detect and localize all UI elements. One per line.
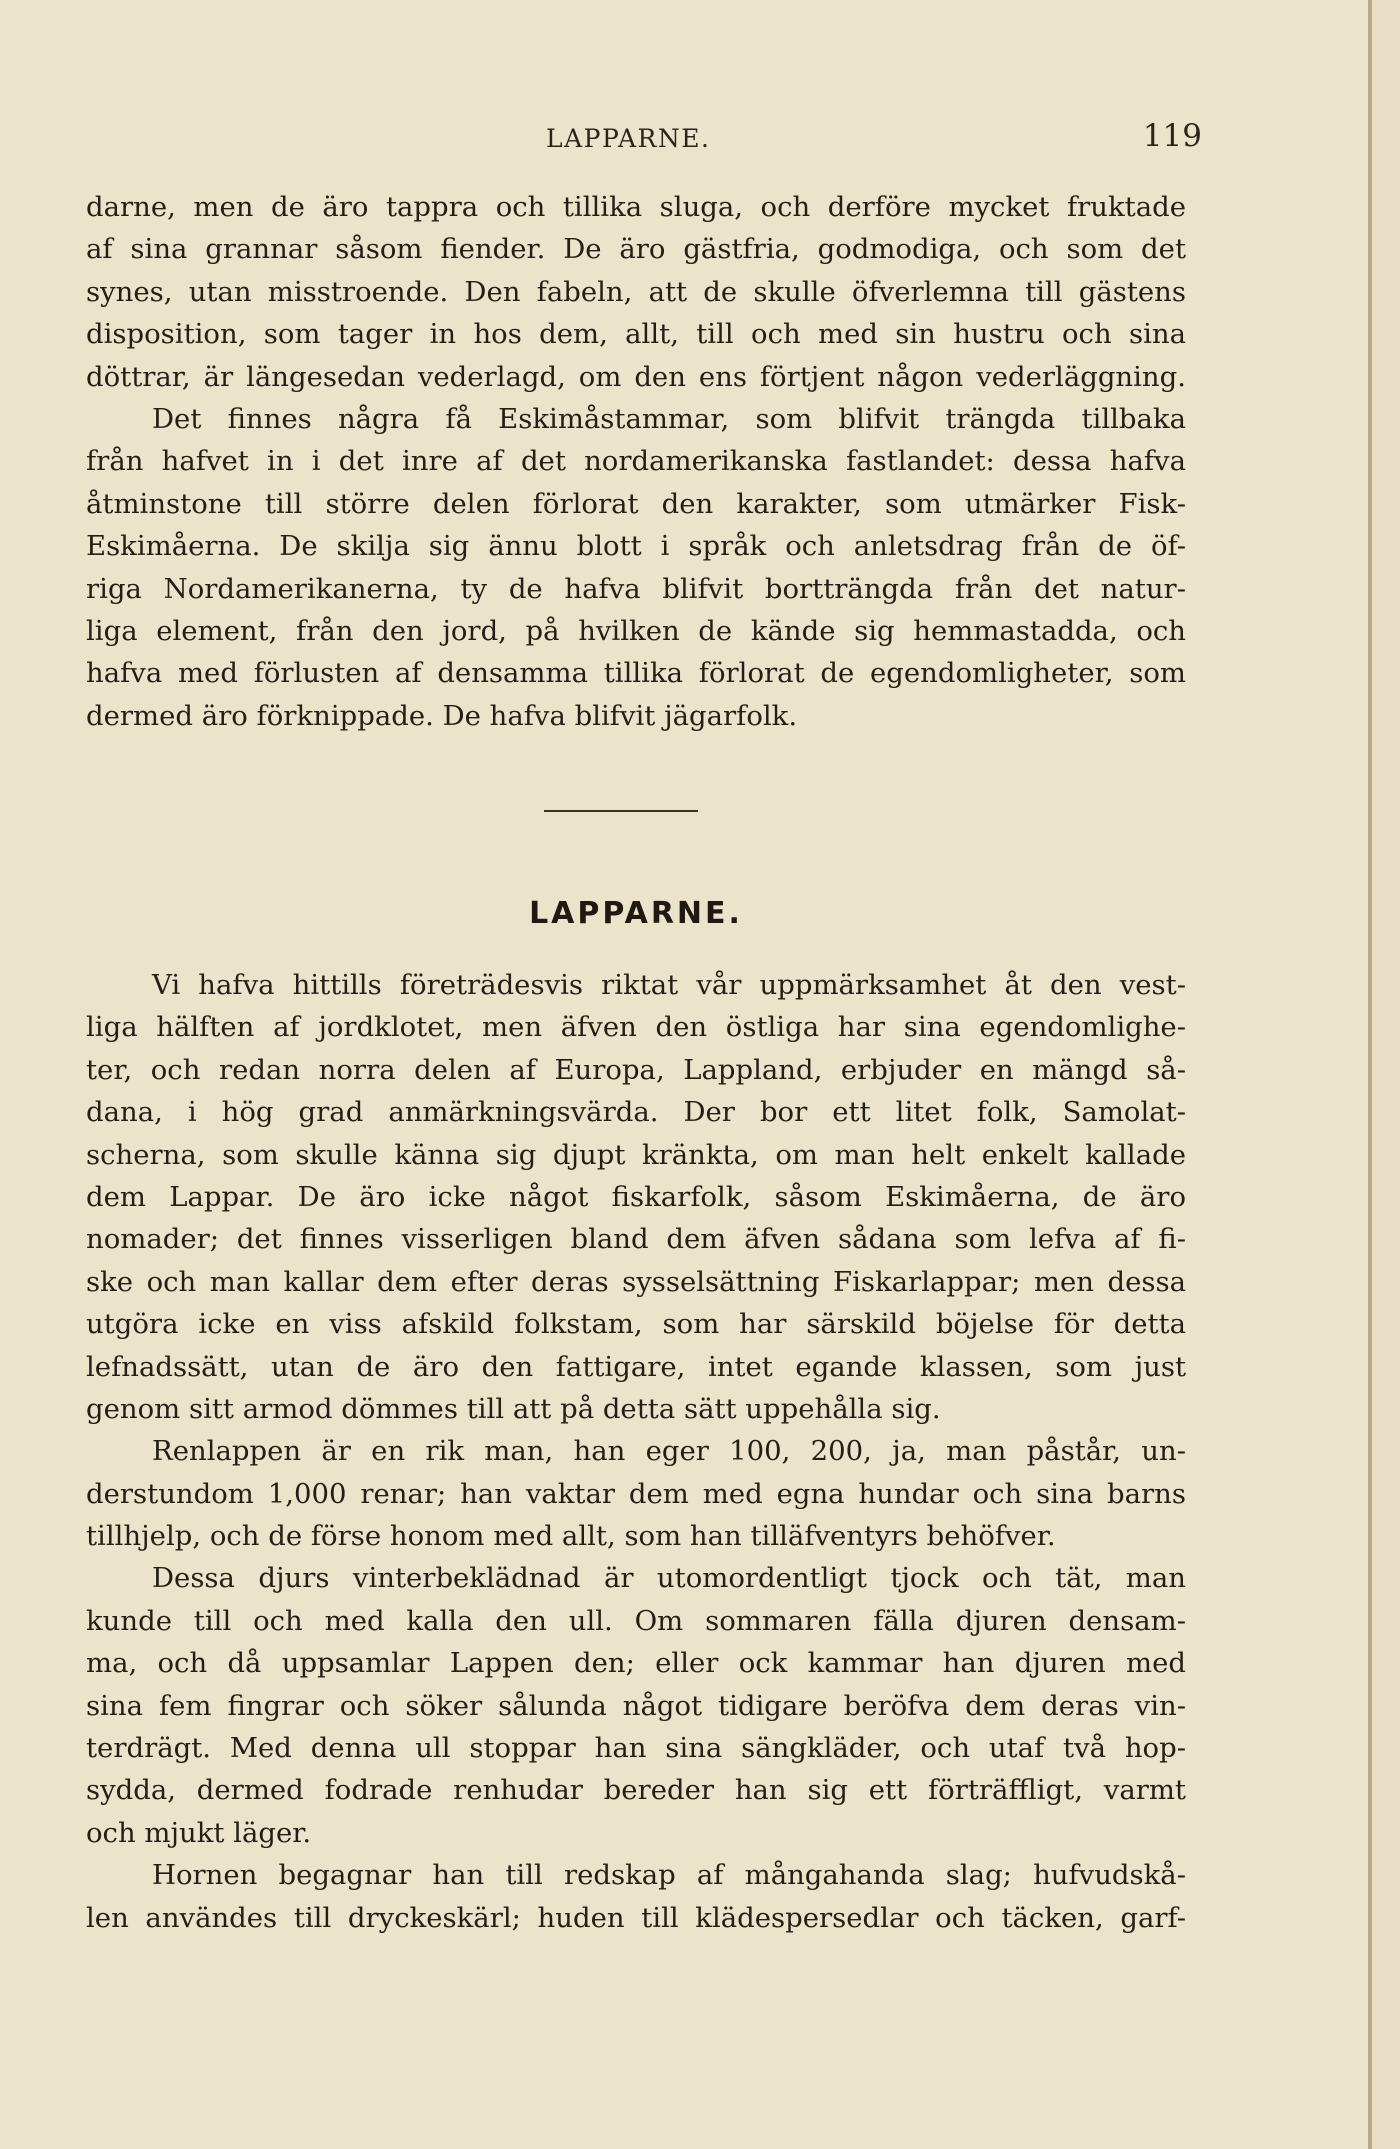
text-line: derstundom 1,000 renar; han vaktar dem med egna hundar och sina barns (86, 1477, 1186, 1510)
text-line: synes, utan misstroende. Den fabeln, att de skulle öfverlemna till gästens (86, 275, 1186, 308)
running-title: LAPPARNE. (546, 124, 711, 153)
text-line: Renlappen är en rik man, han eger 100, 200, ja, man påstår, un- (152, 1435, 1186, 1468)
text-line: riga Nordamerikanerna, ty de hafva blifvit bortträngda från det natur- (86, 572, 1186, 605)
text-line: kunde till och med kalla den ull. Om sommaren fälla djuren densam- (86, 1604, 1186, 1637)
text-line: hafva med förlusten af densamma tillika förlorat de egendomligheter, som (86, 657, 1186, 690)
section-divider (544, 810, 698, 812)
section-heading: LAPPARNE. (529, 896, 743, 931)
text-line: sina fem fingrar och söker sålunda något tidigare beröfva dem deras vin- (86, 1689, 1186, 1722)
text-line: Det finnes några få Eskimåstammar, som blifvit trängda tillbaka (152, 402, 1186, 435)
text-line: från hafvet in i det inre af det nordamerikanska fastlandet: dessa hafva (86, 445, 1186, 478)
text-line: sydda, dermed fodrade renhudar bereder han sig ett förträffligt, varmt (86, 1774, 1186, 1807)
text-line: lefnadssätt, utan de äro den fattigare, intet egande klassen, som just (86, 1350, 1186, 1383)
text-line: Vi hafva hittills företrädesvis riktat vår uppmärksamhet åt den vest- (152, 969, 1186, 1001)
text-block-continued (86, 186, 1186, 737)
text-line: nomader; det finnes visserligen bland dem äfven sådana som lefva af fi- (86, 1223, 1186, 1256)
text-line: disposition, som tager in hos dem, allt, till och med sin hustru och sina (86, 318, 1186, 351)
text-line: ter, och redan norra delen af Europa, Lappland, erbjuder en mängd så- (86, 1053, 1186, 1086)
text-line: scherna, som skulle känna sig djupt kränkta, om man helt enkelt kallade (86, 1138, 1186, 1171)
text-line: af sina grannar såsom fiender. De äro gästfria, godmodiga, och som det (86, 233, 1186, 266)
text-line: ske och man kallar dem efter deras sysselsättning Fiskarlappar; men dessa (86, 1265, 1186, 1298)
text-line: Dessa djurs vinterbeklädnad är utomordentligt tjock och tät, man (152, 1562, 1186, 1595)
text-line: och mjukt läger. (86, 1816, 312, 1849)
text-line: liga element, från den jord, på hvilken de kände sig hemmastadda, och (86, 614, 1186, 647)
text-line: utgöra icke en viss afskild folkstam, som har särskild böjelse för detta (86, 1308, 1186, 1341)
text-line: liga hälften af jordklotet, men äfven den östliga har sina egendomlighe- (86, 1011, 1186, 1044)
text-line: ma, och då uppsamlar Lappen den; eller ock kammar han djuren med (86, 1647, 1186, 1680)
text-line: tillhjelp, och de förse honom med allt, som han tilläfventyrs behöfver. (86, 1520, 1056, 1553)
text-line: Eskimåerna. De skilja sig ännu blott i språk och anletsdrag från de öf- (86, 530, 1186, 563)
text-line: döttrar, är längesedan vederlagd, om den ens förtjent någon vederläggning. (86, 360, 1186, 393)
text-line: dem Lappar. De äro icke något fiskarfolk, såsom Eskimåerna, de äro (86, 1180, 1186, 1213)
text-block-lapparne (86, 964, 1186, 1939)
running-head (86, 118, 1202, 162)
text-line: terdrägt. Med denna ull stoppar han sina sängkläder, och utaf två hop- (86, 1732, 1186, 1765)
text-line: åtminstone till större delen förlorat den karakter, som utmärker Fisk- (86, 487, 1186, 520)
text-line: darne, men de äro tappra och tillika sluga, och derföre mycket fruktade (86, 191, 1186, 223)
page-number: 119 (1142, 118, 1202, 154)
text-line: dermed äro förknippade. De hafva blifvit jägarfolk. (86, 699, 798, 732)
text-line: len användes till dryckeskärl; huden till klädespersedlar och täcken, garf- (86, 1901, 1186, 1934)
text-line: genom sitt armod dömmes till att på detta sätt uppehålla sig. (86, 1392, 941, 1425)
text-line: Hornen begagnar han till redskap af mångahanda slag; hufvudskå- (152, 1859, 1186, 1892)
text-line: dana, i hög grad anmärkningsvärda. Der bor ett litet folk, Samolat- (86, 1096, 1186, 1129)
